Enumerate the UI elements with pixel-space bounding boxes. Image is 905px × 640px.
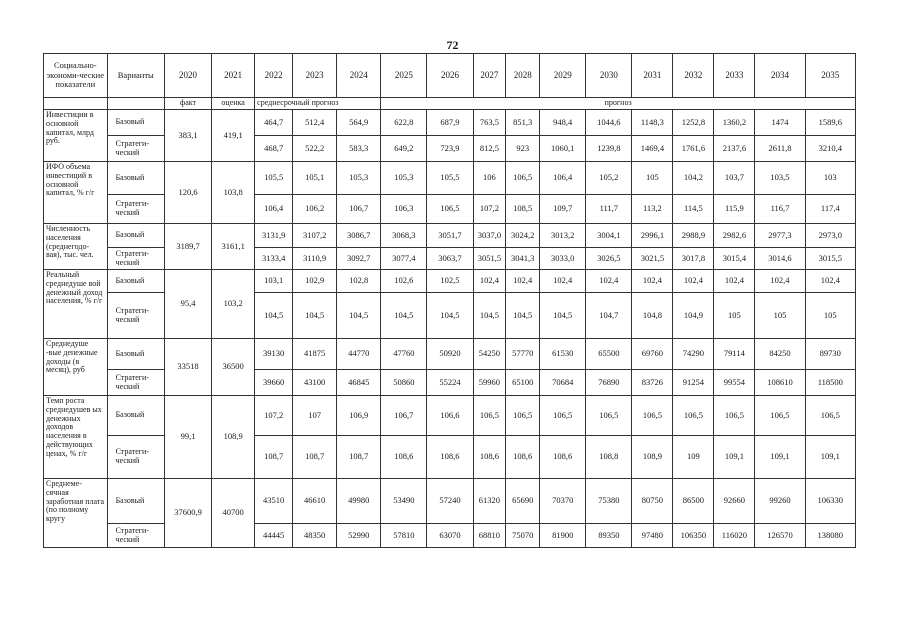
value-cell: 1360,2 xyxy=(714,110,755,136)
value-cell: 102,4 xyxy=(473,270,506,293)
value-cell: 3041,3 xyxy=(506,248,540,270)
estimate-value: 108,9 xyxy=(212,396,255,479)
fact-value: 33518 xyxy=(164,339,211,396)
year-header: 2035 xyxy=(805,54,855,98)
value-cell: 3024,2 xyxy=(506,224,540,248)
value-cell: 1469,4 xyxy=(632,136,673,162)
value-cell: 46610 xyxy=(293,479,337,524)
value-cell: 2137,6 xyxy=(714,136,755,162)
fact-value: 383,1 xyxy=(164,110,211,162)
value-cell: 116020 xyxy=(714,524,755,548)
value-cell: 50860 xyxy=(381,370,427,396)
value-cell: 3131,9 xyxy=(255,224,293,248)
value-cell: 105,3 xyxy=(337,162,381,195)
value-cell: 102,6 xyxy=(381,270,427,293)
value-cell: 3014,6 xyxy=(755,248,805,270)
value-cell: 99260 xyxy=(755,479,805,524)
estimate-value: 103,2 xyxy=(212,270,255,339)
fact-value: 99,1 xyxy=(164,396,211,479)
value-cell: 108,6 xyxy=(381,436,427,479)
fact-value: 3189,7 xyxy=(164,224,211,270)
value-cell: 105 xyxy=(714,293,755,339)
value-cell: 104,9 xyxy=(673,293,714,339)
value-cell: 59960 xyxy=(473,370,506,396)
estimate-value: 3161,1 xyxy=(212,224,255,270)
value-cell: 117,4 xyxy=(805,195,855,224)
estimate-value: 36500 xyxy=(212,339,255,396)
value-cell: 3092,7 xyxy=(337,248,381,270)
value-cell: 102,4 xyxy=(755,270,805,293)
value-cell: 106,3 xyxy=(381,195,427,224)
value-cell: 103,7 xyxy=(714,162,755,195)
value-cell: 3015,5 xyxy=(805,248,855,270)
year-header: 2034 xyxy=(755,54,805,98)
table-row xyxy=(44,396,856,436)
value-cell: 3068,3 xyxy=(381,224,427,248)
value-cell: 81900 xyxy=(540,524,586,548)
variant-label: Стратеги-ческий xyxy=(107,524,164,548)
midterm-forecast-label: среднесрочный прогноз xyxy=(255,98,381,110)
variant-label: Базовый xyxy=(107,224,164,248)
subheader-row xyxy=(44,98,856,110)
value-cell: 89730 xyxy=(805,339,855,370)
value-cell: 84250 xyxy=(755,339,805,370)
value-cell: 83726 xyxy=(632,370,673,396)
value-cell: 74290 xyxy=(673,339,714,370)
value-cell: 70684 xyxy=(540,370,586,396)
value-cell: 2977,3 xyxy=(755,224,805,248)
value-cell: 113,2 xyxy=(632,195,673,224)
value-cell: 102,8 xyxy=(337,270,381,293)
table-row xyxy=(44,479,856,524)
value-cell: 61530 xyxy=(540,339,586,370)
value-cell: 102,4 xyxy=(586,270,632,293)
value-cell: 104,7 xyxy=(586,293,632,339)
year-header: 2029 xyxy=(540,54,586,98)
value-cell: 104,5 xyxy=(293,293,337,339)
value-cell: 2611,8 xyxy=(755,136,805,162)
value-cell: 468,7 xyxy=(255,136,293,162)
value-cell: 464,7 xyxy=(255,110,293,136)
value-cell: 3026,5 xyxy=(586,248,632,270)
table-row xyxy=(44,224,856,248)
value-cell: 102,4 xyxy=(714,270,755,293)
variant-label: Базовый xyxy=(107,396,164,436)
value-cell: 106,2 xyxy=(293,195,337,224)
year-header: 2031 xyxy=(632,54,673,98)
value-cell: 3077,4 xyxy=(381,248,427,270)
estimate-value: 40700 xyxy=(212,479,255,548)
value-cell: 109 xyxy=(673,436,714,479)
value-cell: 92660 xyxy=(714,479,755,524)
value-cell: 3107,2 xyxy=(293,224,337,248)
year-header: 2025 xyxy=(381,54,427,98)
value-cell: 43510 xyxy=(255,479,293,524)
value-cell: 948,4 xyxy=(540,110,586,136)
value-cell: 106,7 xyxy=(337,195,381,224)
value-cell: 97480 xyxy=(632,524,673,548)
value-cell: 106,5 xyxy=(540,396,586,436)
fact-value: 120,6 xyxy=(164,162,211,224)
value-cell: 65690 xyxy=(506,479,540,524)
value-cell: 2996,1 xyxy=(632,224,673,248)
value-cell: 104,8 xyxy=(632,293,673,339)
value-cell: 583,3 xyxy=(337,136,381,162)
value-cell: 49980 xyxy=(337,479,381,524)
value-cell: 106,5 xyxy=(714,396,755,436)
value-cell: 3051,5 xyxy=(473,248,506,270)
value-cell: 116,7 xyxy=(755,195,805,224)
value-cell: 3013,2 xyxy=(540,224,586,248)
value-cell: 106,4 xyxy=(540,162,586,195)
value-cell: 68810 xyxy=(473,524,506,548)
value-cell: 106,5 xyxy=(755,396,805,436)
value-cell: 108,5 xyxy=(506,195,540,224)
year-header: 2022 xyxy=(255,54,293,98)
value-cell: 50920 xyxy=(427,339,473,370)
value-cell: 126570 xyxy=(755,524,805,548)
value-cell: 57770 xyxy=(506,339,540,370)
variant-label: Базовый xyxy=(107,162,164,195)
table-body xyxy=(44,110,856,548)
value-cell: 108,8 xyxy=(586,436,632,479)
value-cell: 104,5 xyxy=(427,293,473,339)
value-cell: 105,5 xyxy=(255,162,293,195)
value-cell: 65100 xyxy=(506,370,540,396)
value-cell: 3110,9 xyxy=(293,248,337,270)
value-cell: 102,4 xyxy=(805,270,855,293)
year-header: 2020 xyxy=(164,54,211,98)
indicator-name: Инвестиции в основной капитал, млрд руб. xyxy=(44,110,108,162)
value-cell: 812,5 xyxy=(473,136,506,162)
variant-label: Базовый xyxy=(107,479,164,524)
empty-subheader-cell xyxy=(44,98,108,110)
empty-subheader-cell xyxy=(107,98,164,110)
value-cell: 46845 xyxy=(337,370,381,396)
year-header: 2023 xyxy=(293,54,337,98)
value-cell: 108610 xyxy=(755,370,805,396)
value-cell: 106,6 xyxy=(427,396,473,436)
value-cell: 108,6 xyxy=(540,436,586,479)
value-cell: 114,5 xyxy=(673,195,714,224)
value-cell: 105 xyxy=(755,293,805,339)
value-cell: 39130 xyxy=(255,339,293,370)
value-cell: 105,3 xyxy=(381,162,427,195)
value-cell: 115,9 xyxy=(714,195,755,224)
value-cell: 54250 xyxy=(473,339,506,370)
value-cell: 48350 xyxy=(293,524,337,548)
value-cell: 108,6 xyxy=(427,436,473,479)
variant-label: Стратеги-ческий xyxy=(107,293,164,339)
value-cell: 3033,0 xyxy=(540,248,586,270)
value-cell: 1474 xyxy=(755,110,805,136)
value-cell: 564,9 xyxy=(337,110,381,136)
value-cell: 3210,4 xyxy=(805,136,855,162)
forecast-label: прогноз xyxy=(381,98,856,110)
value-cell: 105 xyxy=(805,293,855,339)
value-cell: 91254 xyxy=(673,370,714,396)
header-row xyxy=(44,54,856,98)
value-cell: 512,4 xyxy=(293,110,337,136)
value-cell: 76890 xyxy=(586,370,632,396)
value-cell: 1761,6 xyxy=(673,136,714,162)
value-cell: 109,1 xyxy=(805,436,855,479)
value-cell: 41875 xyxy=(293,339,337,370)
value-cell: 649,2 xyxy=(381,136,427,162)
value-cell: 109,1 xyxy=(714,436,755,479)
variant-label: Стратеги-ческий xyxy=(107,370,164,396)
value-cell: 1239,8 xyxy=(586,136,632,162)
year-header: 2021 xyxy=(212,54,255,98)
value-cell: 106330 xyxy=(805,479,855,524)
table-row xyxy=(44,162,856,195)
table-row xyxy=(44,270,856,293)
value-cell: 61320 xyxy=(473,479,506,524)
value-cell: 106,5 xyxy=(673,396,714,436)
value-cell: 104,5 xyxy=(381,293,427,339)
variant-label: Стратеги-ческий xyxy=(107,436,164,479)
variant-column-header: Варианты xyxy=(107,54,164,98)
value-cell: 138080 xyxy=(805,524,855,548)
value-cell: 105 xyxy=(632,162,673,195)
value-cell: 1252,8 xyxy=(673,110,714,136)
value-cell: 108,6 xyxy=(506,436,540,479)
value-cell: 102,4 xyxy=(632,270,673,293)
value-cell: 118500 xyxy=(805,370,855,396)
year-header: 2027 xyxy=(473,54,506,98)
value-cell: 47760 xyxy=(381,339,427,370)
value-cell: 851,3 xyxy=(506,110,540,136)
estimate-label: оценка xyxy=(212,98,255,110)
value-cell: 3086,7 xyxy=(337,224,381,248)
value-cell: 3063,7 xyxy=(427,248,473,270)
variant-label: Стратеги-ческий xyxy=(107,195,164,224)
value-cell: 106,5 xyxy=(506,162,540,195)
value-cell: 102,4 xyxy=(540,270,586,293)
value-cell: 106,7 xyxy=(381,396,427,436)
value-cell: 687,9 xyxy=(427,110,473,136)
value-cell: 105,5 xyxy=(427,162,473,195)
value-cell: 105,2 xyxy=(586,162,632,195)
fact-value: 95,4 xyxy=(164,270,211,339)
variant-label: Стратеги-ческий xyxy=(107,248,164,270)
value-cell: 57810 xyxy=(381,524,427,548)
value-cell: 106,5 xyxy=(632,396,673,436)
value-cell: 53490 xyxy=(381,479,427,524)
value-cell: 723,9 xyxy=(427,136,473,162)
fact-label: факт xyxy=(164,98,211,110)
value-cell: 44445 xyxy=(255,524,293,548)
value-cell: 522,2 xyxy=(293,136,337,162)
value-cell: 3021,5 xyxy=(632,248,673,270)
value-cell: 3015,4 xyxy=(714,248,755,270)
value-cell: 106,5 xyxy=(586,396,632,436)
value-cell: 622,8 xyxy=(381,110,427,136)
value-cell: 102,9 xyxy=(293,270,337,293)
year-header: 2024 xyxy=(337,54,381,98)
indicator-name: Реальный среднедуше вой денежный доход населения, % г/г xyxy=(44,270,108,339)
forecast-table xyxy=(43,53,856,548)
value-cell: 3017,8 xyxy=(673,248,714,270)
variant-label: Базовый xyxy=(107,339,164,370)
value-cell: 69760 xyxy=(632,339,673,370)
value-cell: 103 xyxy=(805,162,855,195)
estimate-value: 103,8 xyxy=(212,162,255,224)
value-cell: 1148,3 xyxy=(632,110,673,136)
value-cell: 55224 xyxy=(427,370,473,396)
value-cell: 108,7 xyxy=(293,436,337,479)
value-cell: 3051,7 xyxy=(427,224,473,248)
value-cell: 106350 xyxy=(673,524,714,548)
table-row xyxy=(44,339,856,370)
value-cell: 108,9 xyxy=(632,436,673,479)
value-cell: 106,5 xyxy=(805,396,855,436)
value-cell: 57240 xyxy=(427,479,473,524)
value-cell: 106,4 xyxy=(255,195,293,224)
variant-label: Базовый xyxy=(107,110,164,136)
value-cell: 104,2 xyxy=(673,162,714,195)
value-cell: 2973,0 xyxy=(805,224,855,248)
value-cell: 111,7 xyxy=(586,195,632,224)
page-number: 72 xyxy=(446,38,459,52)
value-cell: 103,5 xyxy=(755,162,805,195)
value-cell: 102,4 xyxy=(506,270,540,293)
year-header: 2030 xyxy=(586,54,632,98)
value-cell: 44770 xyxy=(337,339,381,370)
value-cell: 923 xyxy=(506,136,540,162)
value-cell: 79114 xyxy=(714,339,755,370)
year-header: 2032 xyxy=(673,54,714,98)
value-cell: 109,7 xyxy=(540,195,586,224)
year-header: 2033 xyxy=(714,54,755,98)
fact-value: 37600,9 xyxy=(164,479,211,548)
indicator-name: ИФО объема инвестиций в основной капитал, % г/г xyxy=(44,162,108,224)
value-cell: 52990 xyxy=(337,524,381,548)
value-cell: 89350 xyxy=(586,524,632,548)
value-cell: 2982,6 xyxy=(714,224,755,248)
value-cell: 107,2 xyxy=(255,396,293,436)
year-header: 2026 xyxy=(427,54,473,98)
indicator-name: Среднедуше -вые денежные доходы (в месяц), руб xyxy=(44,339,108,396)
value-cell: 106 xyxy=(473,162,506,195)
value-cell: 39660 xyxy=(255,370,293,396)
estimate-value: 419,1 xyxy=(212,110,255,162)
value-cell: 107 xyxy=(293,396,337,436)
value-cell: 104,5 xyxy=(540,293,586,339)
value-cell: 109,1 xyxy=(755,436,805,479)
value-cell: 104,5 xyxy=(255,293,293,339)
value-cell: 106,5 xyxy=(427,195,473,224)
value-cell: 106,9 xyxy=(337,396,381,436)
value-cell: 70370 xyxy=(540,479,586,524)
indicator-name: Темп роста среднедушев ых денежных доходов населения в действующих ценах, % г/г xyxy=(44,396,108,479)
value-cell: 106,5 xyxy=(473,396,506,436)
indicator-name: Численность населения (среднегодо-вая), тыс. чел. xyxy=(44,224,108,270)
variant-label: Стратеги-ческий xyxy=(107,136,164,162)
value-cell: 104,5 xyxy=(337,293,381,339)
indicator-name: Среднеме-сячная заработная плата (по полному кругу xyxy=(44,479,108,548)
indicator-column-header: Социально-экономи-ческие показатели xyxy=(44,54,108,98)
value-cell: 3037,0 xyxy=(473,224,506,248)
value-cell: 1589,6 xyxy=(805,110,855,136)
value-cell: 104,5 xyxy=(506,293,540,339)
value-cell: 1044,6 xyxy=(586,110,632,136)
value-cell: 3004,1 xyxy=(586,224,632,248)
value-cell: 108,7 xyxy=(337,436,381,479)
value-cell: 80750 xyxy=(632,479,673,524)
value-cell: 105,1 xyxy=(293,162,337,195)
value-cell: 75070 xyxy=(506,524,540,548)
value-cell: 65500 xyxy=(586,339,632,370)
value-cell: 63070 xyxy=(427,524,473,548)
value-cell: 103,1 xyxy=(255,270,293,293)
value-cell: 102,5 xyxy=(427,270,473,293)
value-cell: 86500 xyxy=(673,479,714,524)
value-cell: 763,5 xyxy=(473,110,506,136)
value-cell: 102,4 xyxy=(673,270,714,293)
value-cell: 75380 xyxy=(586,479,632,524)
value-cell: 3133,4 xyxy=(255,248,293,270)
variant-label: Базовый xyxy=(107,270,164,293)
value-cell: 99554 xyxy=(714,370,755,396)
table-row xyxy=(44,110,856,136)
value-cell: 104,5 xyxy=(473,293,506,339)
value-cell: 106,5 xyxy=(506,396,540,436)
value-cell: 108,7 xyxy=(255,436,293,479)
year-header: 2028 xyxy=(506,54,540,98)
value-cell: 107,2 xyxy=(473,195,506,224)
value-cell: 1060,1 xyxy=(540,136,586,162)
value-cell: 2988,9 xyxy=(673,224,714,248)
value-cell: 43100 xyxy=(293,370,337,396)
value-cell: 108,6 xyxy=(473,436,506,479)
